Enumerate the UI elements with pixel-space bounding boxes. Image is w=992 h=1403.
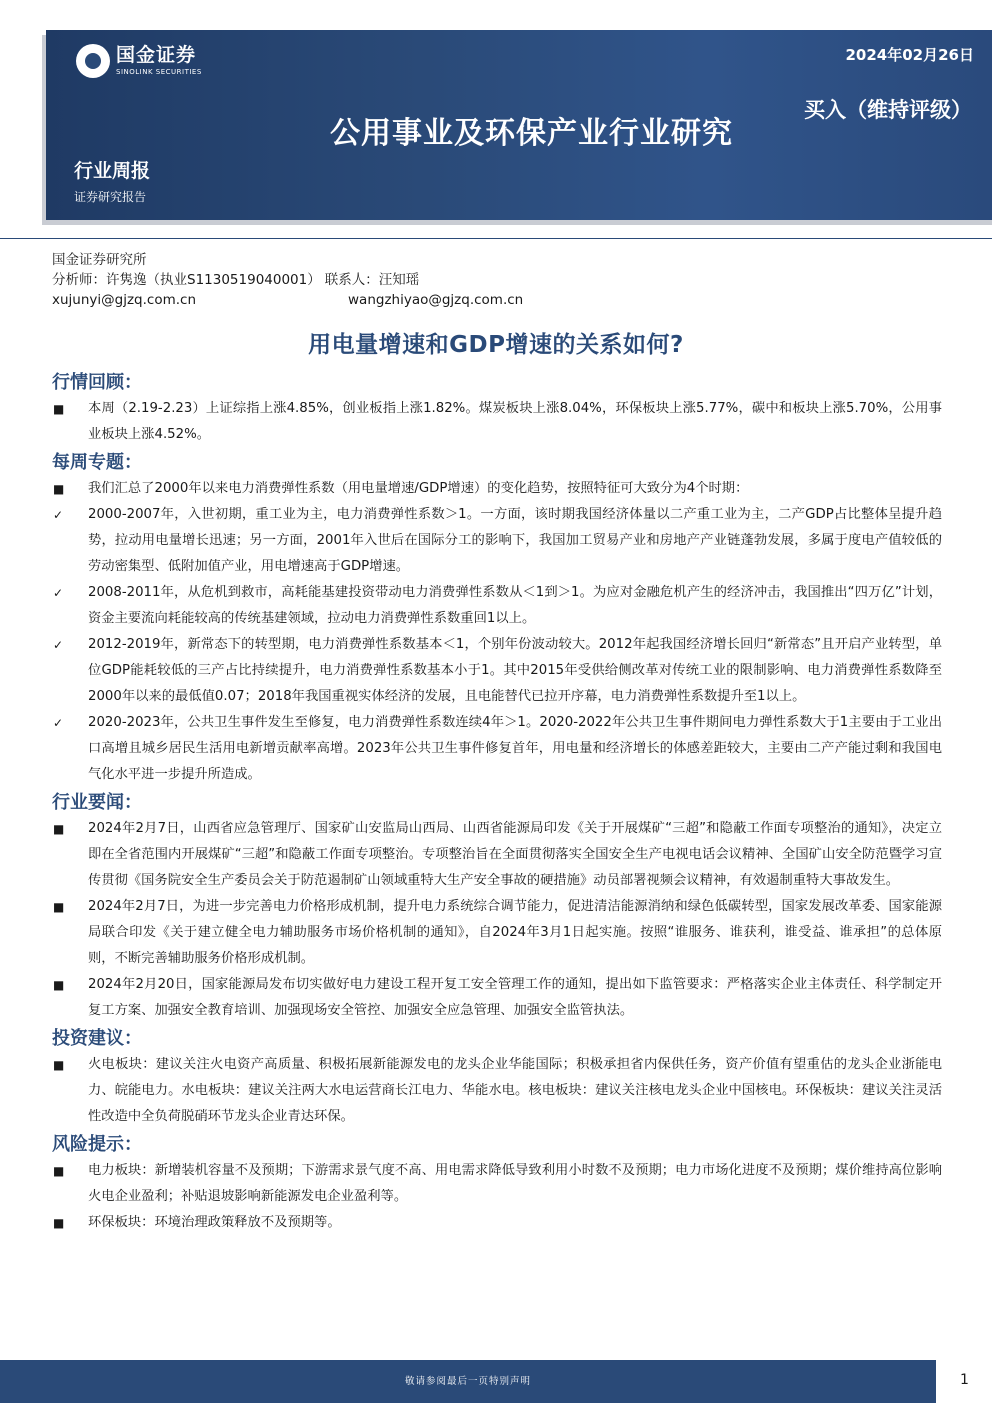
- section-heading: 行情回顾：: [52, 372, 142, 393]
- logo-en: SINOLINK SECURITIES: [116, 68, 202, 76]
- list-item-text: 2024年2月7日，山西省应急管理厅、国家矿山安监局山西局、山西省能源局印发《关于开展煤矿“三超”和隐蔽工作面专项整治的通知》，决定立即在全省范围内开展煤矿“三超”和隐蔽工作面专项整治。专项整治旨在全面贯彻落实全国安全生产电视电话会议精神、全国矿山安全防范暨学习宣传贯彻《国务院安全生产委员会关于防范遏制矿山领域重特大生产安全事故的硬措施》动员部署视频会议精神，有效遏制重特大事故发生。: [88, 821, 942, 888]
- report-type: 行业周报: [74, 160, 151, 182]
- check-bullet-icon: ✓: [53, 586, 64, 600]
- square-bullet-icon: ■: [53, 978, 65, 992]
- contact-email[interactable]: wangzhiyao@gjzq.com.cn: [348, 292, 524, 308]
- section-heading: 行业要闻：: [52, 792, 142, 813]
- main-title: 用电量增速和GDP增速的关系如何?: [308, 332, 684, 358]
- list-item-text: 电力板块：新增装机容量不及预期；下游需求景气度不高、用电需求降低导致利用小时数不及预期；电力市场化进度不及预期；煤价维持高位影响火电企业盈利；补贴退坡影响新能源发电企业盈利等。: [88, 1163, 942, 1204]
- list-item-text: 2024年2月20日，国家能源局发布切实做好电力建设工程开复工安全管理工作的通知，提出如下监管要求：严格落实企业主体责任、科学制定开复工方案、加强安全教育培训、加强现场安全管控、加强安全应急管理、加强安全监管执法。: [88, 977, 942, 1018]
- check-bullet-icon: ✓: [53, 508, 64, 522]
- list-item-text: 2008-2011年，从危机到救市，高耗能基建投资带动电力消费弹性系数从＜1到＞1。为应对金融危机产生的经济冲击，我国推出“四万亿”计划，资金主要流向耗能较高的传统基建领域，拉动电力消费弹性系数重回1以上。: [88, 585, 942, 626]
- footer-disclaimer[interactable]: 敬请参阅最后一页特别声明: [404, 1376, 531, 1387]
- list-item: [52, 1052, 942, 1130]
- list-item-text: 2020-2023年，公共卫生事件发生至修复，电力消费弹性系数连续4年＞1。2020-2022年公共卫生事件期间电力弹性系数大于1主要由于工业出口高增且城乡居民生活用电新增贡献率高增。2023年公共卫生事件修复首年，用电量和经济增长的体感差距较大，主要由二产产能过剩和我国电气化水平进一步提升所造成。: [88, 715, 942, 782]
- logo-cn: 国金证券: [116, 44, 197, 66]
- footer-bar: [0, 1360, 936, 1403]
- report-content: [52, 368, 942, 1236]
- header-banner: [46, 30, 992, 220]
- analyst: 分析师：许隽逸（执业S1130519040001）: [52, 272, 321, 288]
- list-item-text: 2000-2007年，入世初期，重工业为主，电力消费弹性系数＞1。一方面，该时期我国经济体量以二产重工业为主，二产GDP占比整体呈提升趋势，拉动用电量增长迅速；另一方面，2001年入世后在国际分工的影响下，我国加工贸易产业和房地产产业链蓬勃发展，多属于度电产值较低的劳动密集型、低附加值产业，用电增速高于GDP增速。: [88, 507, 942, 574]
- section-heading: 每周专题：: [52, 452, 142, 473]
- check-bullet-icon: ✓: [53, 716, 64, 730]
- institute: 国金证券研究所: [52, 252, 147, 268]
- list-item-text: 本周（2.19-2.23）上证综指上涨4.85%，创业板指上涨1.82%。煤炭板块上涨8.04%，环保板块上涨5.77%，碳中和板块上涨5.70%，公用事业板块上涨4.52%。: [88, 401, 942, 442]
- list-item: [52, 1158, 942, 1210]
- check-bullet-icon: ✓: [53, 638, 64, 652]
- company-logo: [76, 44, 202, 78]
- section-heading: 风险提示：: [52, 1134, 142, 1155]
- list-item-text: 环保板块：环境治理政策释放不及预期等。: [88, 1215, 341, 1230]
- list-item: [52, 894, 942, 972]
- report-sub: 证券研究报告: [74, 190, 147, 204]
- industry-title: 公用事业及环保产业行业研究: [330, 116, 733, 151]
- list-item: [52, 502, 942, 580]
- list-item: [52, 396, 942, 448]
- list-item: [52, 632, 942, 710]
- list-item: [52, 816, 942, 894]
- list-item: [52, 476, 942, 502]
- analyst-email[interactable]: xujunyi@gjzq.com.cn: [52, 292, 197, 308]
- list-item-text: 2012-2019年，新常态下的转型期，电力消费弹性系数基本＜1，个别年份波动较大。2012年起我国经济增长回归“新常态”且开启产业转型，单位GDP能耗较低的三产占比持续提升，电力消费弹性系数基本小于1。其中2015年受供给侧改革对传统工业的限制影响、电力消费弹性系数降至2000年以来的最低值0.07；2018年我国重视实体经济的发展，且电能替代已拉开序幕，电力消费弹性系数提升至1以上。: [88, 637, 942, 704]
- square-bullet-icon: ■: [53, 900, 65, 914]
- list-item-text: 我们汇总了2000年以来电力消费弹性系数（用电量增速/GDP增速）的变化趋势，按照特征可大致分为4个时期：: [88, 481, 749, 496]
- page-number: 1: [960, 1372, 969, 1388]
- rating: 买入（维持评级）: [804, 98, 972, 122]
- list-item-text: 火电板块：建议关注火电资产高质量、积极拓展新能源发电的龙头企业华能国际；积极承担省内保供任务，资产价值有望重估的龙头企业浙能电力、皖能电力。水电板块：建议关注两大水电运营商长江电力、华能水电。核电板块：建议关注核电龙头企业中国核电。环保板块：建议关注灵活性改造中全负荷脱硝环节龙头企业青达环保。: [88, 1057, 942, 1124]
- list-item: [52, 1210, 942, 1236]
- list-item: [52, 710, 942, 788]
- square-bullet-icon: ■: [53, 1058, 65, 1072]
- square-bullet-icon: ■: [53, 1164, 65, 1178]
- square-bullet-icon: ■: [53, 402, 65, 416]
- list-item: [52, 972, 942, 1024]
- square-bullet-icon: ■: [53, 482, 65, 496]
- header-divider: [0, 238, 992, 239]
- list-item: [52, 580, 942, 632]
- logo-mark-icon: [76, 44, 110, 78]
- section-heading: 投资建议：: [52, 1028, 142, 1049]
- contact: 联系人：汪知瑶: [324, 272, 420, 288]
- list-item-text: 2024年2月7日，为进一步完善电力价格形成机制，提升电力系统综合调节能力，促进清洁能源消纳和绿色低碳转型，国家发展改革委、国家能源局联合印发《关于建立健全电力辅助服务市场价格机制的通知》，自2024年3月1日起实施。按照“谁服务、谁获利，谁受益、谁承担”的总体原则，不断完善辅助服务价格形成机制。: [88, 899, 942, 966]
- square-bullet-icon: ■: [53, 1216, 65, 1230]
- author-block: [52, 250, 523, 310]
- square-bullet-icon: ■: [53, 822, 65, 836]
- report-date: 2024年02月26日: [845, 46, 974, 64]
